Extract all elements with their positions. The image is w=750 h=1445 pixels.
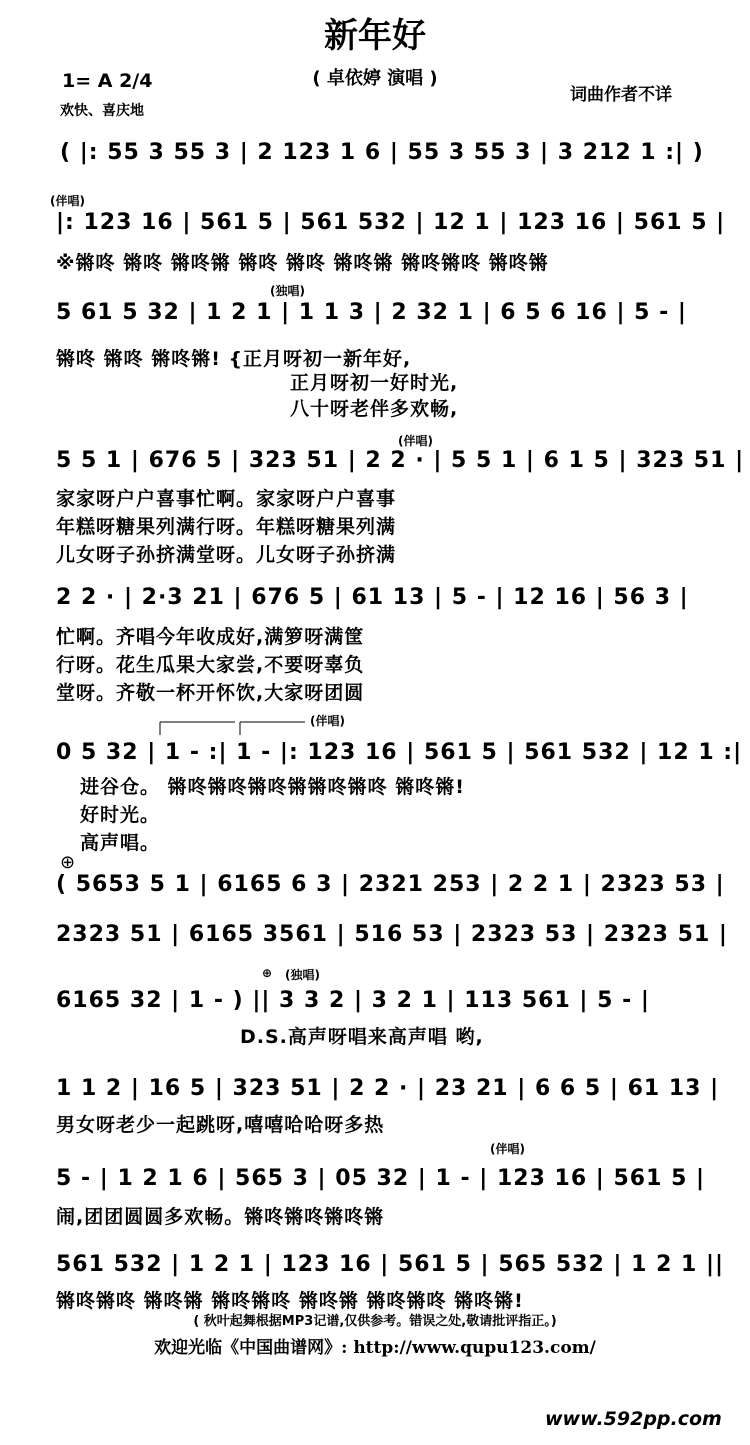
key-signature: 1= A 2/4 [62,70,153,92]
part-label: (伴唱) [398,434,433,448]
notation-row: 561 532 | 1 2 1 | 123 16 | 561 5 | 565 532 | 1 2 1 || [56,1252,725,1277]
lyric-line: ※锵咚 锵咚 锵咚锵 锵咚 锵咚 锵咚锵 锵咚锵咚 锵咚锵 [56,252,549,274]
transcription-note: ( 秋叶起舞根据MP3记谱,仅供参考。错误之处,敬请批评指正。) [193,1314,557,1329]
part-label: (独唱) [270,284,305,298]
watermark: www.592pp.com [545,1408,722,1430]
notation-row: ( 5653 5 1 | 6165 6 3 | 2321 253 | 2 2 1 | 2323 53 | [56,872,725,897]
coda-icon: ⊕ [262,966,273,980]
lyric-line: 行呀。花生瓜果大家尝,不要呀辜负 [56,654,365,676]
notation-row: |: 123 16 | 561 5 | 561 532 | 12 1 | 123 16 | 561 5 | [56,210,726,235]
notation-row: 5 5 1 | 676 5 | 323 51 | 2 2 · | 5 5 1 | 6 1 5 | 323 51 | [56,448,745,473]
site-link[interactable]: 欢迎光临《中国曲谱网》: http://www.qupu123.com/ [154,1338,596,1358]
lyric-line: 家家呀户户喜事忙啊。家家呀户户喜事 [56,488,397,510]
page-title: 新年好 [324,16,426,56]
lyric-line: 正月呀初一好时光, [290,372,459,394]
coda-icon: ⊕ [60,852,76,873]
notation-row: ( |: 55 3 55 3 | 2 123 1 6 | 55 3 55 3 | 3 212 1 :| ) [60,140,704,165]
part-label: (伴唱) [50,194,85,208]
part-label: (伴唱) [310,714,345,728]
notation-row: 0 5 32 | 1 - :| 1 - |: 123 16 | 561 5 | 561 532 | 12 1 :| [56,740,743,765]
notation-row: 5 61 5 32 | 1 2 1 | 1 1 3 | 2 32 1 | 6 5 6 16 | 5 - | [56,300,687,325]
singer-credit: ( 卓依婷 演唱 ) [312,68,438,89]
lyric-line: 好时光。 [80,804,161,826]
notation-row: 2323 51 | 6165 3561 | 516 53 | 2323 53 | 2323 51 | [56,922,728,947]
lyric-line: 锵咚锵咚 锵咚锵 锵咚锵咚 锵咚锵 锵咚锵咚 锵咚锵! [56,1290,524,1312]
lyric-line: 儿女呀子孙挤满堂呀。儿女呀子孙挤满 [56,544,397,566]
notation-row: 2 2 · | 2·3 21 | 676 5 | 61 13 | 5 - | 12 16 | 56 3 | [56,585,689,610]
lyric-line: 年糕呀糖果列满行呀。年糕呀糖果列满 [56,516,397,538]
lyric-line: 堂呀。齐敬一杯开怀饮,大家呀团圆 [56,682,365,704]
notation-row: 5 - | 1 2 1 6 | 565 3 | 05 32 | 1 - | 123 16 | 561 5 | [56,1166,706,1191]
notation-row: 1 1 2 | 16 5 | 323 51 | 2 2 · | 23 21 | 6 6 5 | 61 13 | [56,1076,720,1101]
lyric-line: 闹,团团圆圆多欢畅。锵咚锵咚锵咚锵 [56,1206,385,1228]
part-label: (独唱) [285,968,320,982]
lyric-line: 忙啊。齐唱今年收成好,满箩呀满筐 [56,626,365,648]
notation-row: 6165 32 | 1 - ) || 3 3 2 | 3 2 1 | 113 561 | 5 - | [56,988,650,1013]
lyric-line: 进谷仓。 锵咚锵咚锵咚锵锵咚锵咚 锵咚锵! [80,776,465,798]
lyric-line: 锵咚 锵咚 锵咚锵! {正月呀初一新年好, [56,348,412,370]
lyric-line: D.S.高声呀唱来高声唱 哟, [240,1026,484,1048]
lyric-line: 男女呀老少一起跳呀,嘻嘻哈哈呀多热 [56,1114,385,1136]
lyric-line: 高声唱。 [80,832,161,854]
author-credit: 词曲作者不详 [570,85,672,105]
tempo-mood: 欢快、喜庆地 [60,103,144,119]
lyric-line: 八十呀老伴多欢畅, [290,398,459,420]
part-label: (伴唱) [490,1142,525,1156]
